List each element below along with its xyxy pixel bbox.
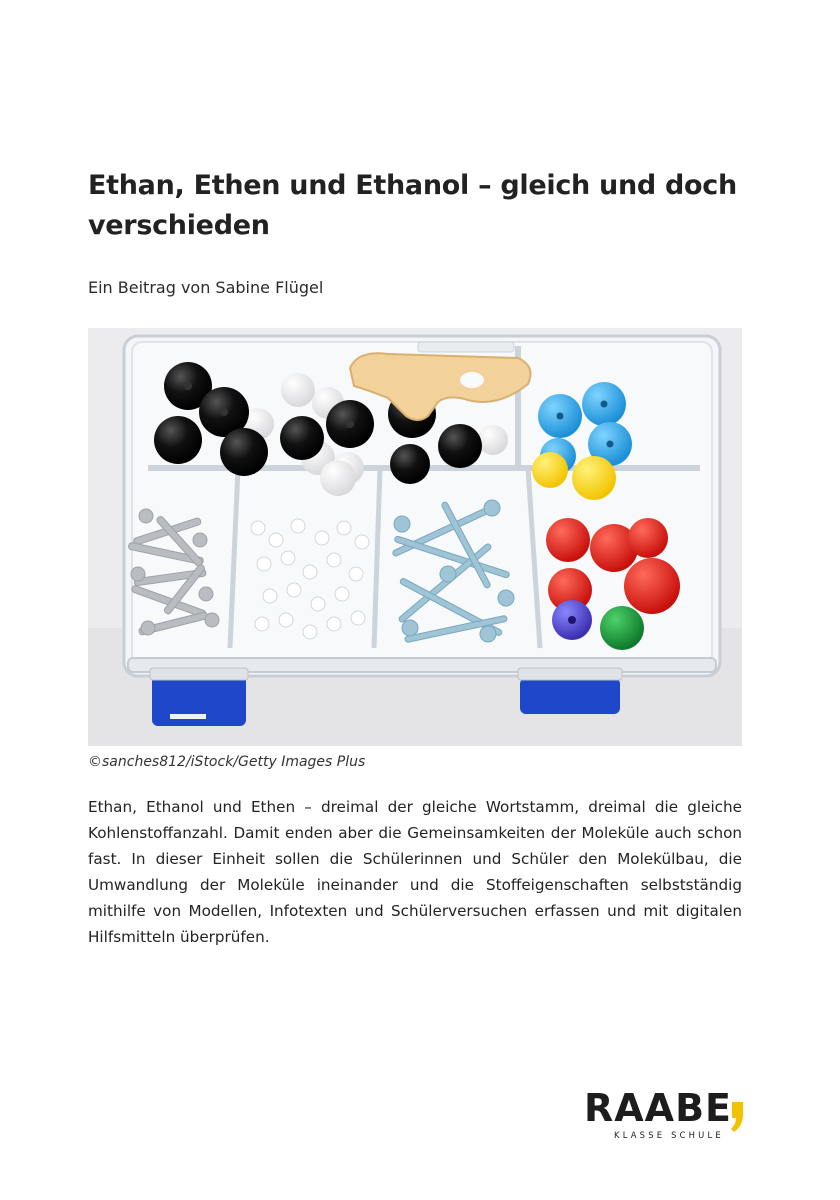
logo-wordmark: RAABE [584,1086,733,1130]
intro-paragraph: Ethan, Ethanol und Ethen – dreimal der gleiche Wortstamm, dreimal die gleiche Kohlenstoffanzahl. Damit enden aber die Gemeinsamkeiten der Moleküle auch schon fast. In dieser Einheit sollen die Schülerinnen und Schüler den Molekülbau, die Umwandlung der Moleküle ineinander und die Stoffeigenschaften selbstständig mithilfe von Modellen, Infotexten und Schülerversuchen erfassen und mit digitalen Hilfsmitteln überprüfen. [88,798,742,946]
author-line: Ein Beitrag von Sabine Flügel [88,278,324,297]
logo-tagline: KLASSE SCHULE [614,1130,724,1140]
raabe-logo [584,1086,754,1142]
molecule-kit-photo [88,328,742,746]
document-title: Ethan, Ethen und Ethanol – gleich und doch verschieden [88,170,737,241]
logo-comma-mark [730,1102,744,1132]
photo-caption: ©sanches812/iStock/Getty Images Plus [88,754,366,770]
